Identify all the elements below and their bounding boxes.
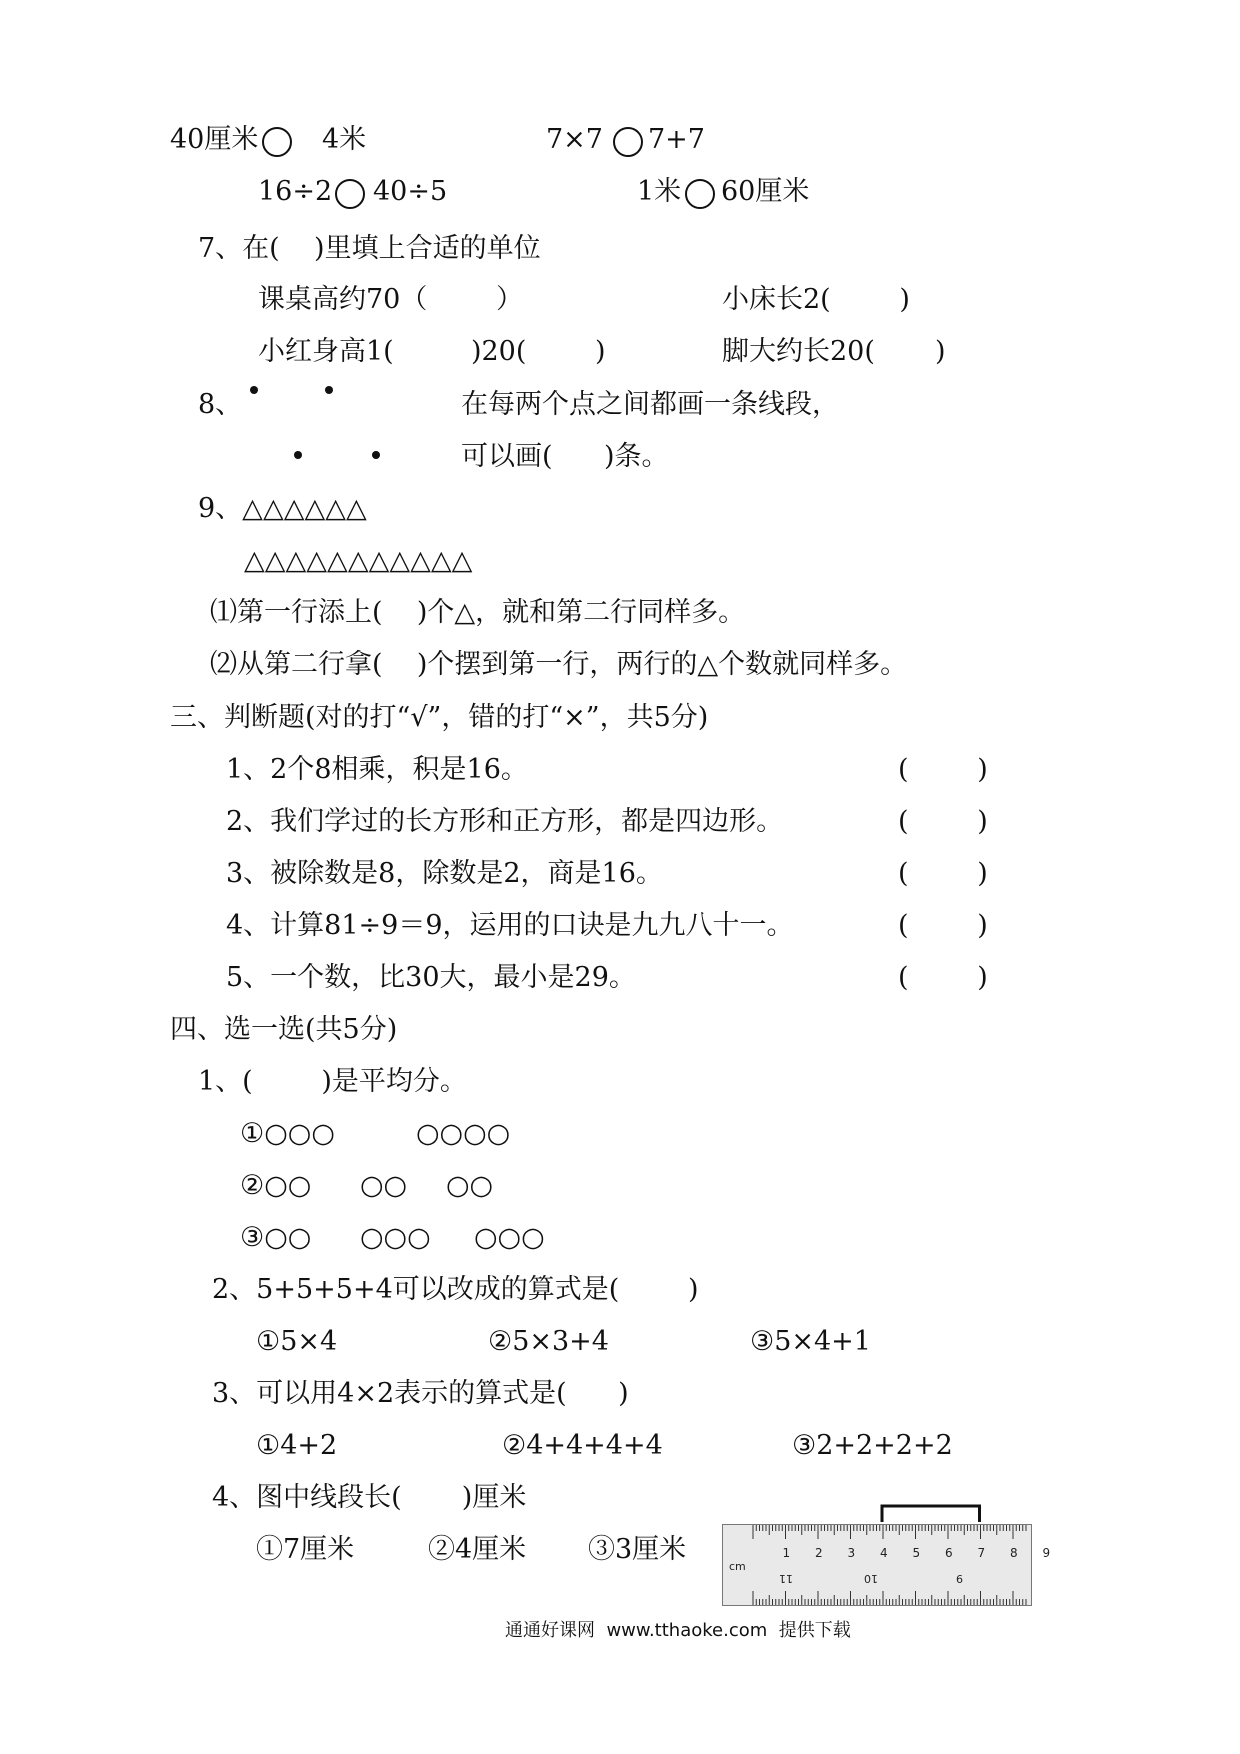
choice2-option3[interactable]: ③5×4+1	[750, 1326, 871, 1357]
ruler-ticks	[723, 1525, 1051, 1605]
judge-blank-5[interactable]: ( )	[898, 962, 988, 993]
q7-height: 小红身高1( )20( )	[258, 336, 606, 367]
q9-part1: ⑴第一行添上( )个△，就和第二行同样多。	[210, 597, 746, 628]
ruler-number-flipped: 11	[779, 1572, 793, 1585]
q9-row2: △△△△△△△△△△△	[244, 545, 473, 576]
compare-2b-left: 1米	[637, 176, 682, 207]
ruler-number: 4	[880, 1546, 888, 1560]
ruler-number-flipped: 9	[956, 1572, 963, 1585]
ruler-image	[722, 1524, 1051, 1606]
choice1-option1-group1[interactable]: ①○○○	[240, 1118, 335, 1149]
q8-number: 8、	[198, 389, 243, 420]
judge-blank-1[interactable]: ( )	[898, 754, 988, 785]
ruler-number: 1	[782, 1546, 791, 1560]
choice2-option1[interactable]: ①5×4	[256, 1326, 338, 1357]
choice1-option3-group3: ○○○	[474, 1222, 545, 1253]
judge-blank-2[interactable]: ( )	[898, 806, 988, 837]
choice3-stem: 3、可以用4×2表示的算式是( )	[212, 1378, 629, 1409]
q8-line1: 在每两个点之间都画一条线段，	[461, 389, 839, 420]
q7-foot-length: 脚大约长20( )	[722, 336, 946, 367]
compare-1a-left: 40厘米	[170, 124, 259, 155]
judge-blank-3[interactable]: ( )	[898, 858, 988, 889]
ruler-number-flipped: 10	[864, 1572, 878, 1585]
choice4-option1[interactable]: ①7厘米	[256, 1534, 355, 1565]
judge-item-3: 3、被除数是8，除数是2，商是16。	[226, 858, 663, 889]
ruler-unit: cm	[729, 1560, 746, 1573]
point-dot	[325, 386, 333, 394]
point-dot	[294, 451, 302, 459]
choice4-option2[interactable]: ②4厘米	[428, 1534, 527, 1565]
ruler-number: 9	[1042, 1546, 1051, 1560]
compare-circle-2a[interactable]	[335, 179, 365, 209]
q7-desk-height: 课桌高约70（ ）	[258, 284, 524, 315]
choice2-option2[interactable]: ②5×3+4	[488, 1326, 609, 1357]
choice1-option2-group3: ○○	[446, 1170, 494, 1201]
judge-blank-4[interactable]: ( )	[898, 910, 988, 941]
ruler-number: 6	[945, 1546, 953, 1560]
compare-1a-right: 4米	[322, 124, 367, 155]
compare-2a-right: 40÷5	[373, 176, 448, 207]
segment-bracket	[722, 1496, 1032, 1526]
compare-circle-1a[interactable]	[262, 127, 292, 157]
ruler-number: 7	[977, 1546, 986, 1560]
point-dot	[250, 386, 258, 394]
compare-circle-1b[interactable]	[613, 127, 643, 157]
q9-part2: ⑵从第二行拿( )个摆到第一行，两行的△个数就同样多。	[210, 649, 908, 680]
judge-item-2: 2、我们学过的长方形和正方形，都是四边形。	[226, 806, 784, 837]
q8-line2: 可以画( )条。	[461, 441, 669, 472]
choice2-stem: 2、5+5+5+4可以改成的算式是( )	[212, 1274, 699, 1305]
compare-2a-left: 16÷2	[258, 176, 333, 207]
ruler-number: 3	[847, 1546, 856, 1560]
choice1-option1-group2: ○○○○	[416, 1118, 511, 1149]
footer-text: 通通好课网 www.tthaoke.com 提供下载	[505, 1620, 851, 1641]
judge-item-1: 1、2个8相乘，积是16。	[226, 754, 528, 785]
compare-1b-left: 7×7	[546, 124, 603, 155]
section4-title: 四、选一选(共5分)	[170, 1014, 398, 1045]
choice3-option1[interactable]: ①4+2	[256, 1430, 338, 1461]
choice4-stem: 4、图中线段长( )厘米	[212, 1482, 527, 1513]
q7-bed-length: 小床长2( )	[722, 284, 910, 315]
judge-item-4: 4、计算81÷9＝9，运用的口诀是九九八十一。	[226, 910, 794, 941]
choice1-option3-group1[interactable]: ③○○	[240, 1222, 312, 1253]
q9-row1: 9、△△△△△△	[198, 493, 367, 524]
compare-1b-right: 7+7	[648, 124, 705, 155]
q7-title: 7、在( )里填上合适的单位	[198, 233, 541, 264]
choice3-option2[interactable]: ②4+4+4+4	[502, 1430, 663, 1461]
point-dot	[372, 451, 380, 459]
choice1-option2-group2: ○○	[360, 1170, 408, 1201]
compare-2b-right: 60厘米	[721, 176, 810, 207]
choice1-option2-group1[interactable]: ②○○	[240, 1170, 312, 1201]
section3-title: 三、判断题(对的打“√”，错的打“×”，共5分)	[170, 702, 709, 733]
choice3-option3[interactable]: ③2+2+2+2	[792, 1430, 953, 1461]
ruler-number: 2	[815, 1546, 823, 1560]
ruler-number: 5	[912, 1546, 921, 1560]
ruler-number: 8	[1010, 1546, 1018, 1560]
choice1-option3-group2: ○○○	[360, 1222, 431, 1253]
judge-item-5: 5、一个数，比30大，最小是29。	[226, 962, 636, 993]
choice4-option3[interactable]: ③3厘米	[588, 1534, 687, 1565]
compare-circle-2b[interactable]	[685, 179, 715, 209]
choice1-stem: 1、( )是平均分。	[198, 1066, 467, 1097]
